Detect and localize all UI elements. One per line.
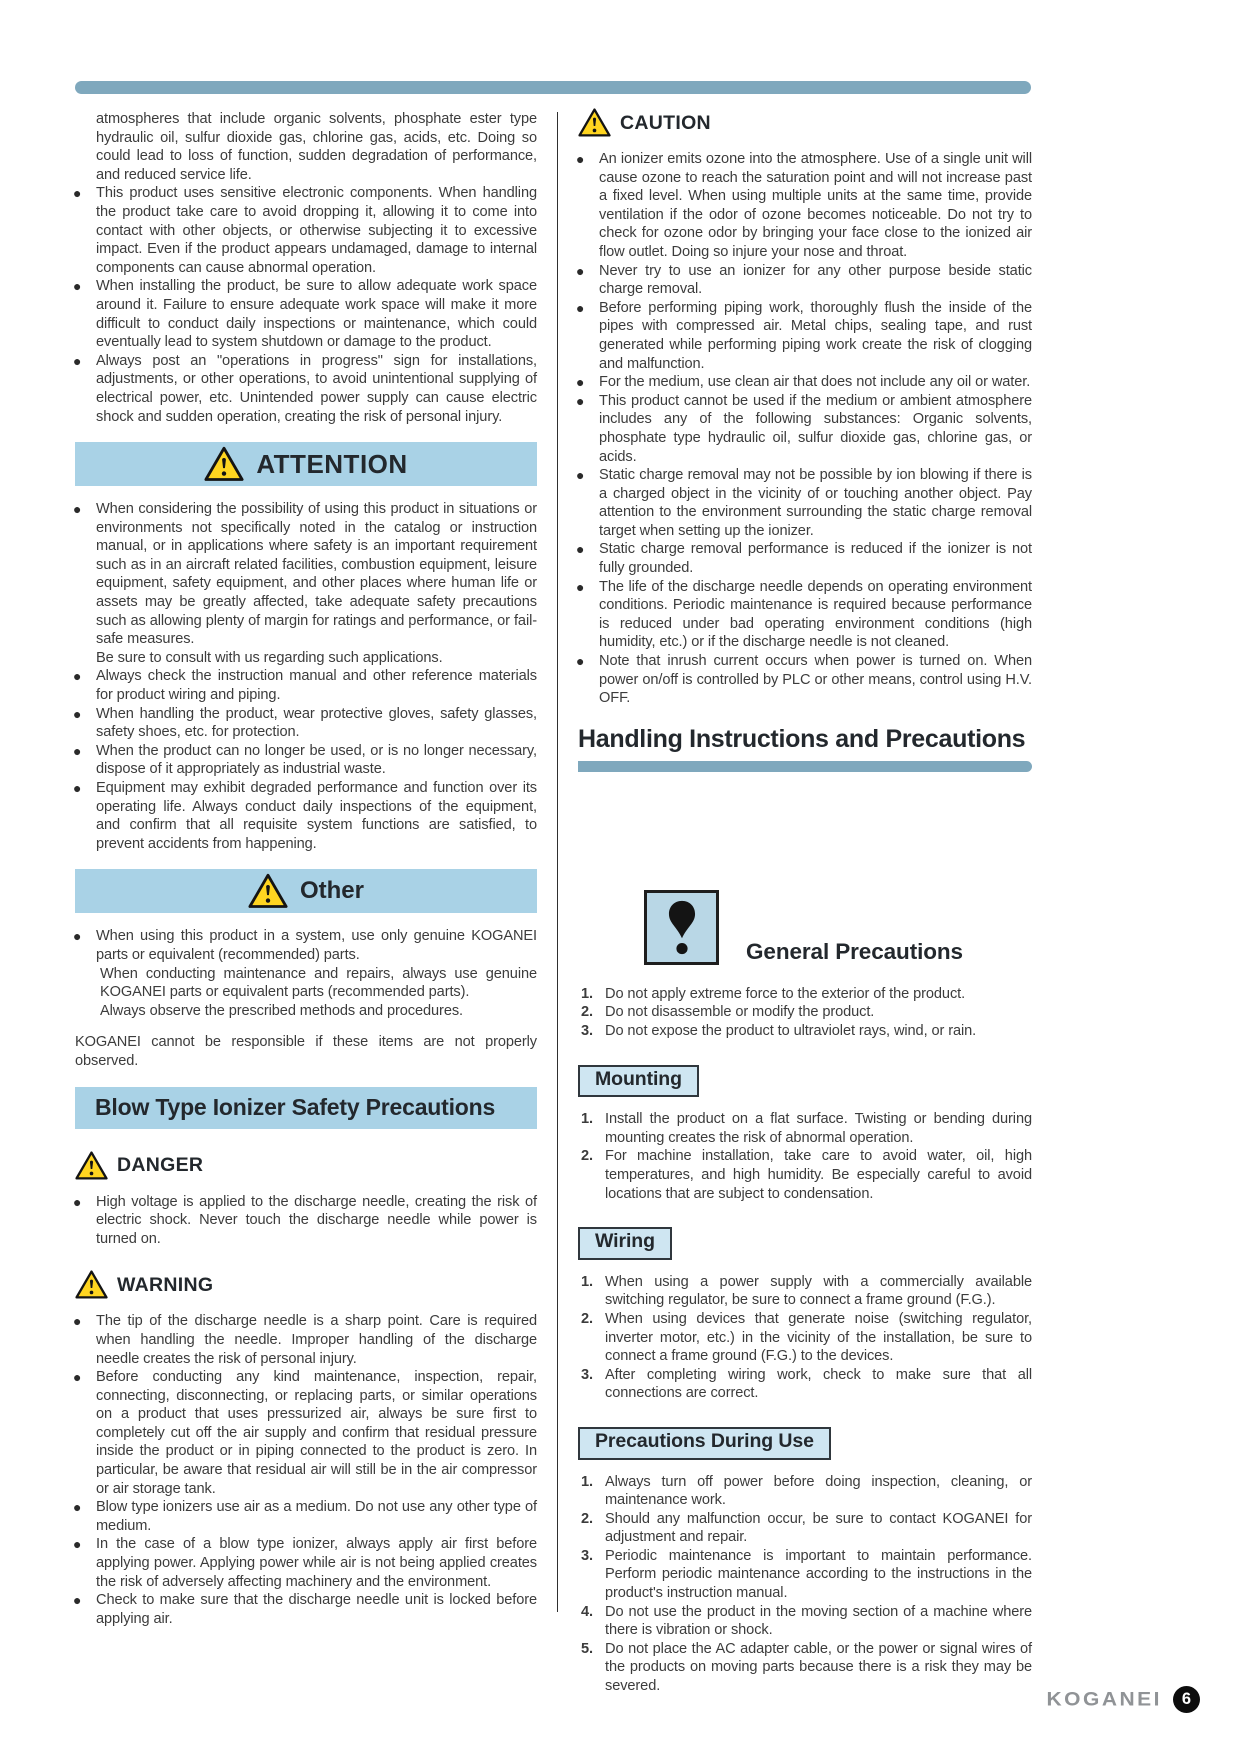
bullet-text: ● When installing the product, be sure to allow adequate work space around it. Failure to ensure adequate work space will make it more difficult to conduct daily inspections or maintenance, which could eventually lead to system shutdown or damage to the product. [96, 278, 537, 351]
item-text: Install the product on a flat surface. Twisting or bending during mounting creates the risk of abnormal operation. [605, 1111, 1032, 1146]
item-number: 3. [581, 1023, 593, 1039]
bullet-text: ● High voltage is applied to the discharge needle, creating the risk of electric shock. Never touch the discharge needle while power is turned on. [96, 1193, 537, 1247]
numbered-item [578, 1003, 1032, 1022]
left-column [75, 110, 537, 1628]
responsibility-note: KOGANEI cannot be responsible if these items are not properly observed. [75, 1034, 537, 1069]
bullet-text: ● For the medium, use clean air that does not include any oil or water. [599, 374, 1031, 391]
bullet-text: ● This product cannot be used if the medium or ambient atmosphere includes any of the following substances: Organic solvents, phosphate type hydraulic oil, sulfur dioxide gas, chlorine gas, or acids. [599, 392, 1032, 465]
bullet-text: ● Never try to use an ionizer for any other purpose beside static charge removal. [599, 262, 1032, 298]
column-divider [557, 112, 558, 1612]
bullet-item [578, 373, 1032, 392]
bullet-item [75, 184, 537, 277]
item-number: 1. [581, 1111, 593, 1128]
item-number: 1. [581, 1273, 593, 1290]
mounting-label [578, 1065, 699, 1098]
bullet-item [578, 578, 1032, 652]
bullet-item [75, 1368, 537, 1498]
bullet-item [578, 392, 1032, 466]
bullet-text: ● Static charge removal may not be possible by ion blowing if there is a charged object in the vicinity of or touching another object. Pay attention to the environment surrounding the static charge removal target when setting up the ionizer. [599, 467, 1032, 539]
bullet-item [75, 705, 537, 742]
item-text: Do not apply extreme force to the exterior of the product. [605, 985, 966, 1002]
bullet-item [75, 742, 537, 779]
item-number: 2. [581, 1310, 593, 1327]
item-text: Should any malfunction occur, be sure to contact KOGANEI for adjustment and repair. [605, 1510, 1032, 1546]
bullet-item [578, 466, 1032, 540]
item-number: 4. [581, 1603, 593, 1620]
bullet-text: ● Equipment may exhibit degraded performance and function over its operating life. Always conduct daily inspections of the equipment, and confirm that all requisite system functions are satisfied, to prevent accidents from happening. [96, 780, 537, 852]
top-rule-bar [75, 81, 1031, 94]
bullet-item [75, 1498, 537, 1535]
item-text: When using a power supply with a commercially available switching regulator, be sure to connect a frame ground (F.G.). [605, 1273, 1032, 1309]
item-text: Always turn off power before doing inspection, cleaning, or maintenance work. [605, 1473, 1032, 1509]
bullet-item [75, 1193, 537, 1249]
warning-triangle-icon [578, 108, 611, 138]
item-number: 5. [581, 1640, 593, 1657]
item-text: For machine installation, take care to avoid water, oil, high temperatures, and high humidity. Be especially careful to avoid locations that are subject to condensation. [605, 1148, 1032, 1202]
item-number: 3. [581, 1547, 593, 1564]
warning-heading [75, 1270, 537, 1300]
item-text: When using devices that generate noise (switching regulator, inverter motor, etc.) in the vicinity of the installation, be sure to connect a frame ground (F.G.) to the devices. [605, 1310, 1032, 1365]
numbered-item [578, 1510, 1032, 1547]
bullet-item [75, 352, 537, 426]
bullet-item [75, 927, 537, 1020]
warning-triangle-icon [75, 1151, 108, 1181]
item-number: 2. [581, 1510, 593, 1527]
bullet-item [578, 652, 1032, 708]
bullet-text: ● In the case of a blow type ionizer, always apply air first before applying power. Applying power while air is not being applied creates the risk of adversely affecting machinery and the environment. [96, 1536, 537, 1590]
bullet-text: ● When considering the possibility of using this product in situations or environments not specifically noted in the catalog or instruction manual, or in applications where safety is an important requirement such as in an aircraft related facilities, combustion equipment, leisure equipment, safety equipment, and other places where human life or assets may be greatly affected, take adequate safety precautions such as allowing plenty of margin for ratings and performance, or fail-safe measures. [96, 501, 537, 648]
bullet-text: ● Before performing piping work, thoroughly flush the inside of the pipes with compressed air. Metal chips, sealing tape, and rust generated while performing piping work create the risk of clogging and malfunction. [599, 299, 1032, 372]
item-text: Do not use the product in the moving section of a machine where there is vibration or shock. [605, 1603, 1032, 1639]
numbered-item [578, 985, 1032, 1004]
numbered-item [578, 1640, 1032, 1696]
numbered-item [578, 1022, 1032, 1041]
numbered-item [578, 1603, 1032, 1640]
attention-banner-title: ATTENTION [256, 448, 408, 479]
koganei-logo: KOGANEI [1046, 1688, 1162, 1710]
precautions-during-use-label [578, 1427, 831, 1460]
danger-heading [75, 1151, 537, 1181]
numbered-item [578, 1147, 1032, 1203]
item-text: Do not expose the product to ultraviolet rays, wind, or rain. [605, 1023, 977, 1039]
section-header-blow-type-ionizer [75, 1087, 537, 1129]
bullet-item [578, 540, 1032, 577]
precautions-during-use-label-text: Precautions During Use [595, 1429, 814, 1452]
numbered-item [578, 1273, 1032, 1310]
bullet-item [75, 277, 537, 351]
item-number: 2. [581, 1004, 593, 1021]
numbered-item [578, 1310, 1032, 1366]
bullet-text: ● Before conducting any kind maintenance, inspection, repair, connecting, disconnecting, or replacing parts, or similar operations on a product that uses pressurized air, always be sure first to completely cut off the air supply and confirm that residual pressure inside the product or in piping connected to the product is zero. In particular, be aware that residual air will still be in the air compressor or air storage tank. [96, 1369, 537, 1497]
bullet-text-line3: Always observe the prescribed methods and procedures. [100, 1002, 463, 1019]
item-text: After completing wiring work, check to make sure that all connections are correct. [605, 1366, 1032, 1402]
item-text: Do not disassemble or modify the product. [605, 1004, 875, 1021]
bullet-text: ● The life of the discharge needle depends on operating environment conditions. Periodic maintenance is required because performance is reduced under bad operating environment conditions (high humidity, etc.) or if the discharge needle is not cleaned. [599, 578, 1032, 651]
bullet-item [578, 299, 1032, 373]
bullet-text: ● Note that inrush current occurs when power is turned on. When power on/off is controlled by PLC or other means, control using H.V. OFF. [599, 653, 1032, 707]
bullet-item [75, 1535, 537, 1591]
bullet-text: ● Check to make sure that the discharge needle unit is locked before applying air. [96, 1592, 537, 1627]
warning-title: WARNING [117, 1274, 214, 1297]
bullet-item [75, 500, 537, 667]
bullet-text-line2: When conducting maintenance and repairs, always use genuine KOGANEI parts or equivalent parts (recommended parts). [100, 965, 537, 1001]
other-banner-title: Other [299, 877, 364, 905]
item-number: 1. [581, 985, 593, 1002]
bullet-text: ● Static charge removal performance is reduced if the ionizer is not fully grounded. [599, 541, 1032, 577]
intro-continuation-paragraph: atmospheres that include organic solvents, phosphate ester type hydraulic oil, sulfur dioxide gas, chlorine gas, acids, etc. Doing so could lead to loss of function, sudden degradation of performance, and reduced service life. [96, 111, 537, 183]
bullet-text: ● Always post an "operations in progress" sign for installations, adjustments, or other operations, to avoid unintentional supplying of electrical power, etc. Unintended power supply can cause electric shock and sudden operation, creating the risk of personal injury. [96, 352, 537, 425]
warning-triangle-icon [75, 1270, 108, 1300]
item-text: Periodic maintenance is important to maintain performance. Perform periodic maintenance according to the instructions in the product's instruction manual. [605, 1547, 1032, 1602]
item-number: 1. [581, 1473, 593, 1490]
bullet-text: ● When the product can no longer be used, or is no longer necessary, dispose of it appropriately as industrial waste. [96, 742, 537, 778]
bullet-text: ● Blow type ionizers use air as a medium. Do not use any other type of medium. [96, 1499, 537, 1534]
bullet-text: ● This product uses sensitive electronic components. When handling the product take care to avoid dropping it, allowing it to come into contact with other objects, or otherwise subjecting it to excessive impact. Even if the product appears undamaged, damage to internal components can cause abnormal operation. [96, 185, 537, 276]
bullet-text: ● An ionizer emits ozone into the atmosphere. Use of a single unit will cause ozone to reach the saturation point and will not increase past a fixed level. When using multiple units at the same time, provide ventilation if the odor of ozone becomes noticeable. Do not try to check for ozone odor by bringing your face close to the ionized air flow outlet. Doing so injure your nose and throat. [599, 151, 1032, 260]
item-number: 2. [581, 1148, 593, 1165]
wiring-label-text: Wiring [595, 1230, 655, 1253]
exclamation-drop-glyph [664, 898, 700, 956]
bullet-item [578, 150, 1032, 262]
page-footer [1046, 1686, 1200, 1713]
warning-triangle-icon [248, 873, 288, 910]
general-precautions-header [578, 890, 1032, 965]
bullet-item [75, 1312, 537, 1368]
warning-triangle-icon [204, 446, 244, 483]
mounting-label-text: Mounting [595, 1067, 682, 1090]
section-title: Blow Type Ionizer Safety Precautions [95, 1094, 496, 1121]
wiring-label [578, 1227, 672, 1260]
bullet-item [75, 779, 537, 853]
handling-instructions-title: Handling Instructions and Precautions [578, 724, 1026, 753]
other-banner [75, 869, 537, 913]
attention-banner [75, 442, 537, 486]
bullet-item [578, 262, 1032, 299]
numbered-item [578, 1547, 1032, 1603]
page-number-badge: 6 [1173, 1686, 1200, 1713]
bullet-text: ● Always check the instruction manual and other reference materials for product wiring and piping. [96, 668, 537, 704]
bullet-text: ● When using this product in a system, use only genuine KOGANEI parts or equivalent (recommended) parts. [96, 928, 537, 963]
numbered-item [578, 1110, 1032, 1147]
bullet-item [75, 667, 537, 704]
handling-title-underline-bar [578, 761, 1032, 772]
danger-title: DANGER [117, 1154, 204, 1177]
item-number: 3. [581, 1366, 593, 1383]
right-column [578, 106, 1032, 1696]
numbered-item [578, 1366, 1032, 1403]
bullet-item [75, 1591, 537, 1628]
numbered-item [578, 1473, 1032, 1510]
exclamation-square-icon [644, 890, 719, 965]
bullet-text-line2: Be sure to consult with us regarding such applications. [96, 649, 443, 666]
general-precautions-title: General Precautions [746, 939, 963, 965]
bullet-text: ● The tip of the discharge needle is a sharp point. Care is required when handling the needle. Improper handling of the discharge needle creates the risk of personal injury. [96, 1313, 537, 1367]
bullet-text: ● When handling the product, wear protective gloves, safety glasses, safety shoes, etc. for protection. [96, 705, 537, 741]
caution-title: CAUTION [620, 111, 711, 134]
caution-heading [578, 108, 1032, 138]
item-text: Do not place the AC adapter cable, or the power or signal wires of the products on moving parts because there is a risk they may be severed. [605, 1640, 1032, 1695]
